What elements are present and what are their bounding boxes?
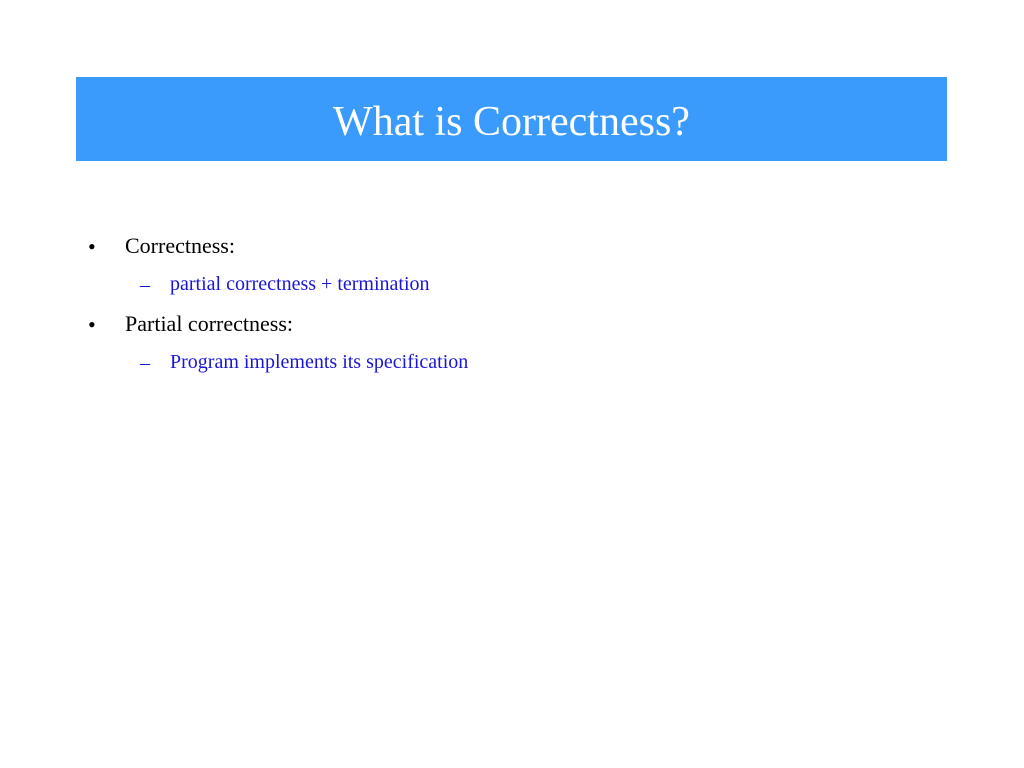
sub-bullet-marker: –	[140, 274, 150, 296]
sub-bullet-text-partial-plus-termination: partial correctness + termination	[170, 273, 430, 295]
sub-bullet-text-program-implements-spec: Program implements its specification	[170, 351, 469, 373]
slide-title: What is Correctness?	[333, 99, 690, 145]
bullet-text-partial-correctness: Partial correctness:	[125, 311, 293, 336]
bullet-marker: •	[88, 234, 96, 259]
bullet-text-correctness: Correctness:	[125, 233, 235, 258]
sub-bullet-marker: –	[140, 352, 150, 374]
bullet-marker: •	[88, 312, 96, 337]
